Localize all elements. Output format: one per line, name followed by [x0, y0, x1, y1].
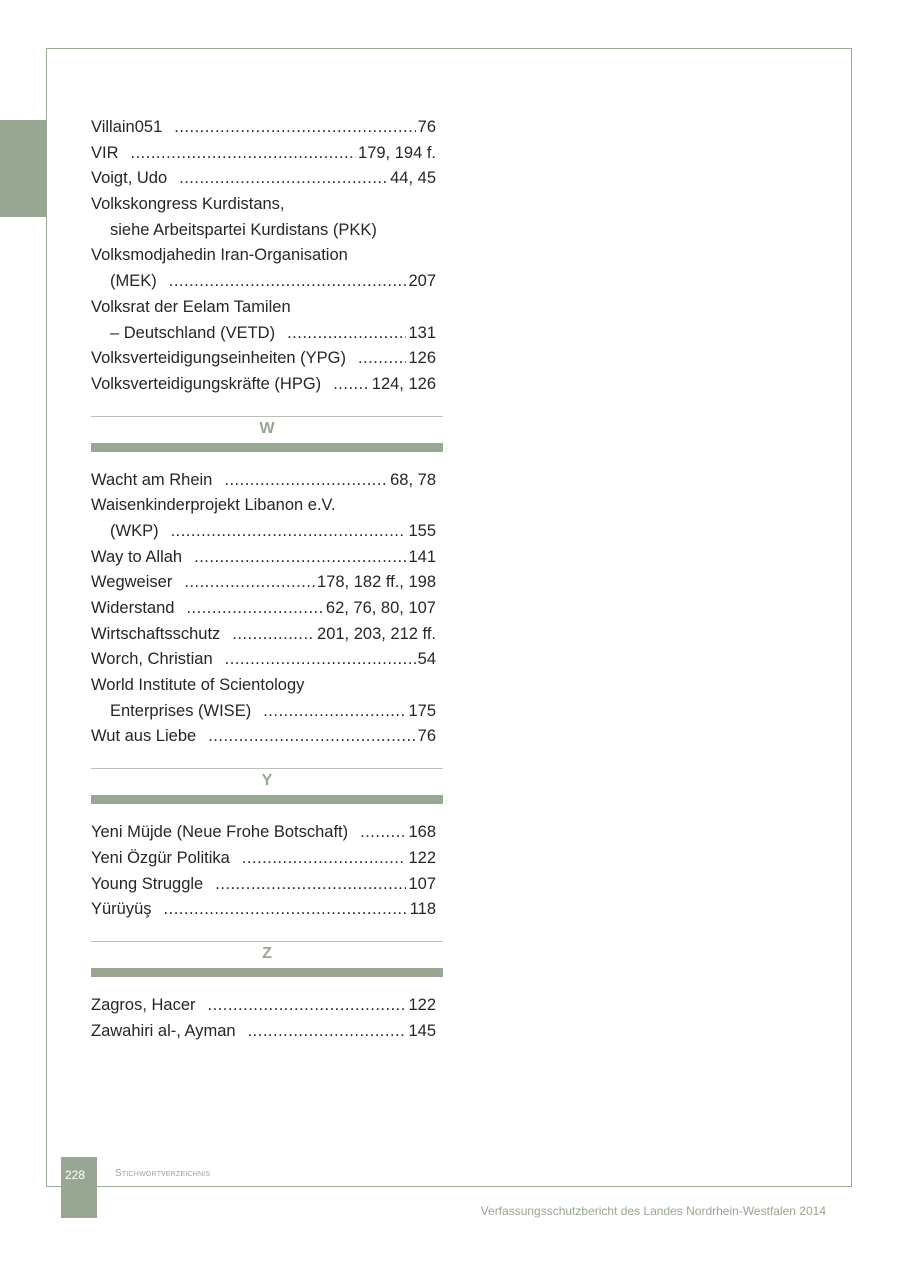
index-entry: Zagros, Hacer ..... 122 — [91, 993, 443, 1019]
page-number-box — [61, 1157, 97, 1218]
index-entry: Waisenkinderprojekt Libanon e.V. — [91, 496, 336, 515]
index-entry: Way to Allah ..... 141 — [91, 545, 443, 571]
index-entry-continuation: (MEK) ..... 207 — [91, 269, 443, 295]
section-bar — [91, 443, 443, 452]
index-block-y — [91, 820, 443, 923]
index-entry-continuation: – Deutschland (VETD) ..... 131 — [91, 321, 443, 347]
footer-document-title: Verfassungsschutzbericht des Landes Nordrhein-Westfalen 2014 — [480, 1204, 826, 1218]
section-letter: Y — [261, 772, 273, 790]
index-entry-continuation: (WKP) ..... 155 — [91, 519, 443, 545]
section-bar — [91, 968, 443, 977]
index-entry: Wegweiser ..... 178, 182 ff., 198 — [91, 570, 443, 596]
section-bar — [91, 795, 443, 804]
index-entry-continuation: siehe Arbeitspartei Kurdistans (PKK) — [110, 220, 377, 239]
index-entry: Worch, Christian ..... 54 — [91, 647, 443, 673]
index-entry: Volksverteidigungskräfte (HPG) ..... 124, 126 — [91, 372, 443, 398]
index-block-v — [91, 115, 443, 398]
index-entry: Volksverteidigungseinheiten (YPG) ..... 126 — [91, 346, 443, 372]
index-entry: Yeni Özgür Politika ..... 122 — [91, 846, 443, 872]
section-header-w — [91, 416, 443, 452]
index-entry: World Institute of Scientology — [91, 676, 305, 695]
index-entry: Wacht am Rhein ..... 68, 78 — [91, 468, 443, 494]
index-entry: Volksrat der Eelam Tamilen — [91, 297, 291, 316]
section-header-y — [91, 768, 443, 804]
index-entry: Volksmodjahedin Iran-Organisation — [91, 246, 348, 265]
index-entry: VIR ..... 179, 194 f. — [91, 141, 443, 167]
page-number: 228 — [65, 1168, 86, 1182]
index-entry: Wut aus Liebe ..... 76 — [91, 724, 443, 750]
index-entry: Widerstand ..... 62, 76, 80, 107 — [91, 596, 443, 622]
index-block-w — [91, 468, 443, 751]
index-block-z — [91, 993, 443, 1044]
section-header-z — [91, 941, 443, 977]
index-entry: Volkskongress Kurdistans, — [91, 195, 285, 214]
index-entry: Villain051 ..... 76 — [91, 115, 443, 141]
side-tab-marker — [0, 120, 46, 217]
section-letter: Z — [262, 944, 272, 962]
keyword-index — [91, 115, 443, 1044]
index-entry: Young Struggle ..... 107 — [91, 872, 443, 898]
index-entry: Voigt, Udo ..... 44, 45 — [91, 166, 443, 192]
running-section-label: Stichwortverzeichnis — [115, 1168, 211, 1179]
index-entry: Wirtschaftsschutz ..... 201, 203, 212 ff. — [91, 622, 443, 648]
index-entry: Yürüyüş ..... 118 — [91, 897, 443, 923]
index-entry-continuation: Enterprises (WISE) ..... 175 — [91, 699, 443, 725]
index-entry: Yeni Müjde (Neue Frohe Botschaft) ..... 168 — [91, 820, 443, 846]
section-letter: W — [259, 419, 275, 437]
index-entry: Zawahiri al-, Ayman ..... 145 — [91, 1019, 443, 1045]
